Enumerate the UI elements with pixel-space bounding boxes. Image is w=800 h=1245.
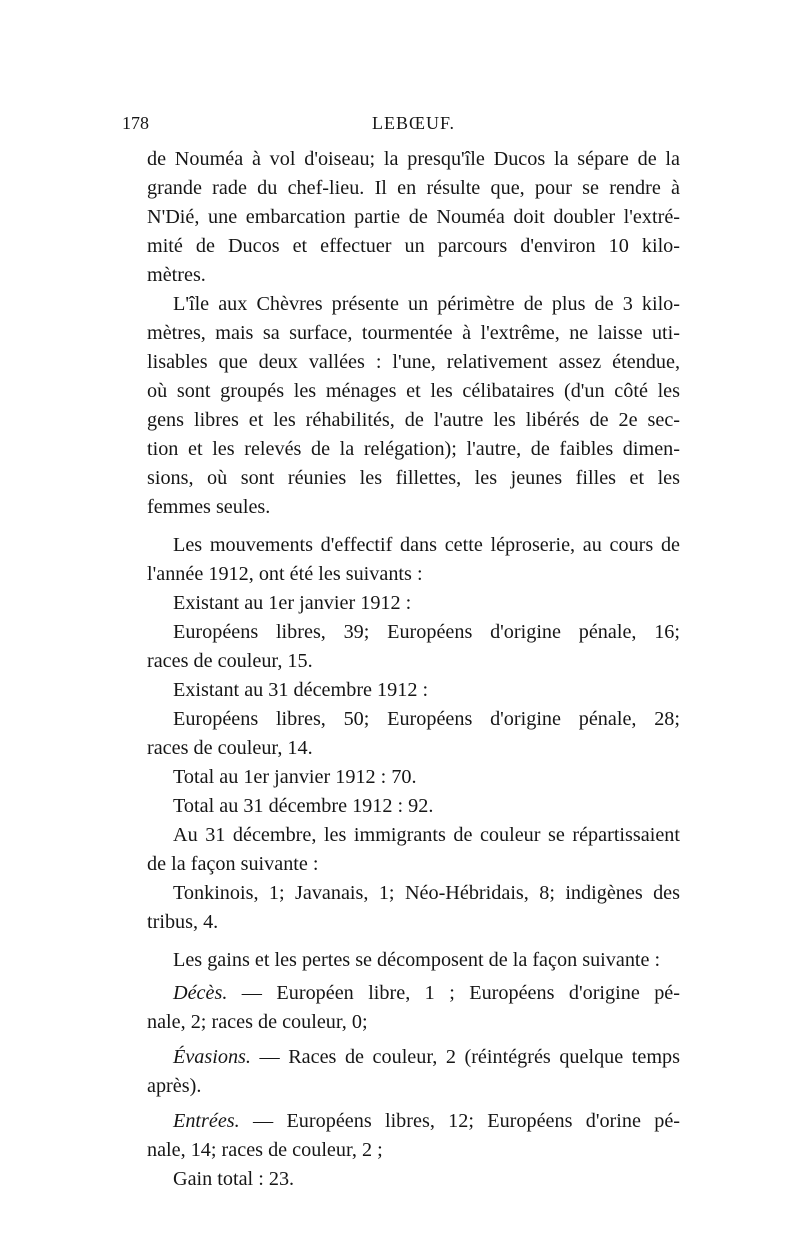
paragraph (147, 1165, 680, 1194)
text-line: mètres. (147, 264, 206, 286)
paragraph (147, 763, 680, 792)
text-line: Les gains et les pertes se décomposent de la façon suivante : (173, 949, 661, 971)
page-header (122, 113, 680, 139)
body-text (147, 145, 680, 1194)
paragraph (147, 618, 680, 676)
paragraph (147, 979, 680, 1037)
paragraph (147, 705, 680, 763)
text-line: femmes seules. (147, 496, 271, 518)
paragraph (147, 879, 680, 937)
paragraph (147, 1107, 680, 1165)
text-line: Au 31 décembre, les immigrants de couleur se répartissaient (173, 824, 680, 846)
text-line: gens libres et les réhabilités, de l'autre les libérés de 2e sec- (147, 409, 680, 431)
text-line: tion et les relevés de la relégation); l'autre, de faibles dimen- (147, 438, 680, 460)
text-line: de Nouméa à vol d'oiseau; la presqu'île Ducos la sépare de la (147, 148, 680, 170)
paragraph (147, 946, 680, 975)
text-line: races de couleur, 15. (147, 650, 313, 672)
text-line: Existant au 31 décembre 1912 : (173, 679, 429, 701)
text-line: tribus, 4. (147, 911, 219, 933)
entry-lead-evasions: Évasions. (173, 1046, 251, 1068)
text-line: races de couleur, 14. (147, 737, 313, 759)
paragraph (147, 531, 680, 589)
text-line: mité de Ducos et effectuer un parcours d'environ 10 kilo- (147, 235, 680, 257)
text-line: nale, 14; races de couleur, 2 ; (147, 1139, 383, 1161)
paragraph (147, 1043, 680, 1101)
entry-lead-entrees: Entrées. (173, 1110, 240, 1132)
text-line (147, 1043, 680, 1072)
running-title: LEBŒUF. (371, 113, 456, 133)
text-line: mètres, mais sa surface, tourmentée à l'extrême, ne laisse uti- (147, 322, 680, 344)
paragraph-gap (147, 937, 680, 946)
paragraph (147, 145, 680, 290)
text-line: Tonkinois, 1; Javanais, 1; Néo-Hébridais, 8; indigènes des (173, 882, 680, 904)
paragraph (147, 589, 680, 618)
text-line: lisables que deux vallées : l'une, relativement assez étendue, (147, 351, 680, 373)
entry-lead-deces: Décès. (173, 982, 228, 1004)
text-line: Les mouvements d'effectif dans cette léproserie, au cours de (173, 534, 680, 556)
text-line: Total au 1er janvier 1912 : 70. (173, 766, 417, 788)
text-line: l'année 1912, ont été les suivants : (147, 563, 423, 585)
text-fragment: — Européen libre, 1 ; Européens d'origine pé- (227, 982, 680, 1004)
page-number: 178 (122, 113, 149, 133)
paragraph (147, 290, 680, 522)
text-line: Européens libres, 50; Européens d'origine pénale, 28; (173, 708, 680, 730)
paragraph-gap (147, 522, 680, 531)
text-line: N'Dié, une embarcation partie de Nouméa doit doubler l'extré- (147, 206, 680, 228)
text-line: Existant au 1er janvier 1912 : (173, 592, 412, 614)
text-line: Gain total : 23. (173, 1168, 295, 1190)
text-line: L'île aux Chèvres présente un périmètre de plus de 3 kilo- (173, 293, 680, 315)
text-line: Total au 31 décembre 1912 : 92. (173, 795, 434, 817)
text-fragment: — Races de couleur, 2 (réintégrés quelque temps (250, 1046, 680, 1068)
text-line (147, 979, 680, 1008)
text-line: où sont groupés les ménages et les célibataires (d'un côté les (147, 380, 680, 402)
text-line: grande rade du chef-lieu. Il en résulte que, pour se rendre à (147, 177, 680, 199)
text-line: Européens libres, 39; Européens d'origine pénale, 16; (173, 621, 680, 643)
paragraph (147, 676, 680, 705)
paragraph (147, 792, 680, 821)
text-fragment: — Européens libres, 12; Européens d'orine pé- (239, 1110, 680, 1132)
text-line: sions, où sont réunies les fillettes, les jeunes filles et les (147, 467, 680, 489)
text-line: de la façon suivante : (147, 853, 319, 875)
text-line (147, 1107, 680, 1136)
text-line: nale, 2; races de couleur, 0; (147, 1011, 368, 1033)
text-line: après). (147, 1075, 202, 1097)
paragraph (147, 821, 680, 879)
